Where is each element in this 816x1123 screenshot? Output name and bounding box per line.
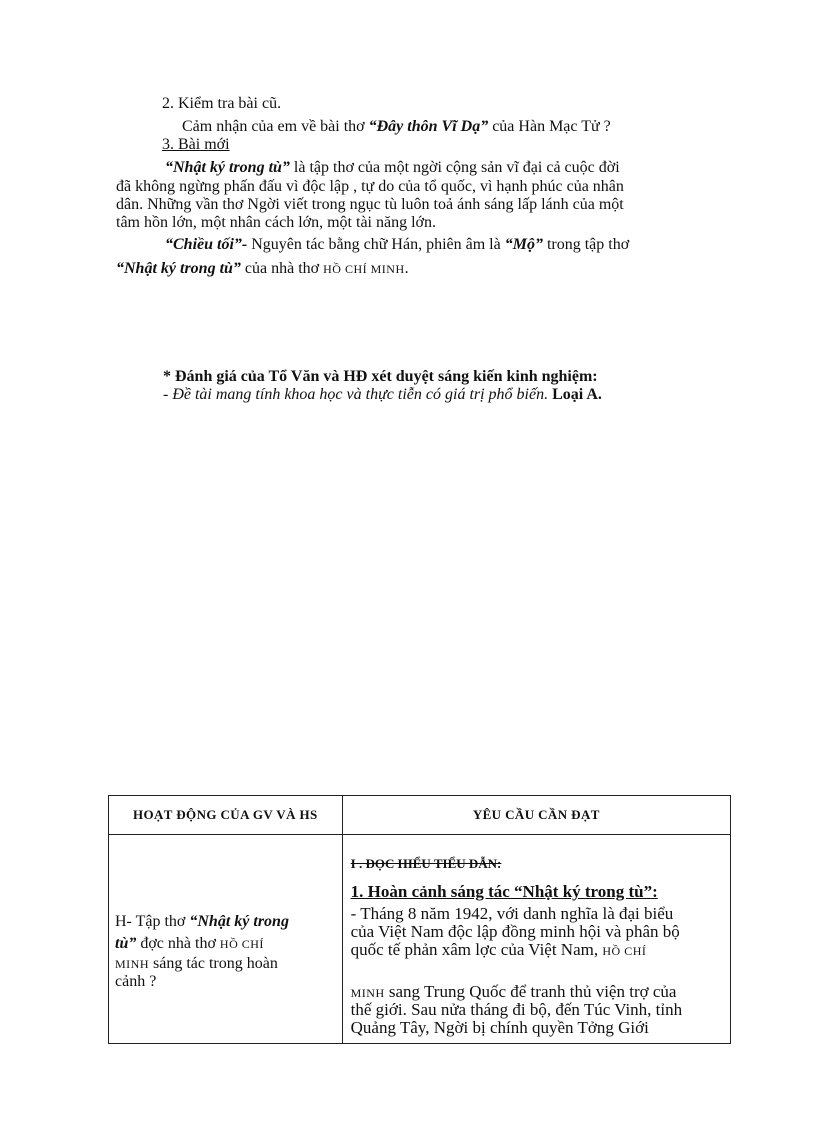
section-3-heading: 3. Bài mới bbox=[162, 136, 230, 153]
context-subsection-title: 1. Hoàn cảnh sáng tác “Nhật ký trong tù”: bbox=[350, 882, 658, 901]
context-line-1: - Tháng 8 năm 1942, với danh nghĩa là đại biểu bbox=[350, 904, 674, 923]
activity-cell bbox=[109, 835, 343, 1044]
section-2-heading: 2. Kiểm tra bài cũ. bbox=[162, 95, 282, 112]
intro-paragraph-line-2: đã không ngừng phấn đấu vì độc lập , tự do của tổ quốc, vì hạnh phúc của nhân bbox=[116, 178, 624, 195]
question-line-1: H- Tập thơ “Nhật ký trong bbox=[115, 913, 289, 930]
old-lesson-question: Cảm nhận của em về bài thơ “Đây thôn Vĩ Dạ” của Hàn Mạc Tử ? bbox=[182, 118, 611, 135]
requirement-cell bbox=[342, 835, 730, 1044]
evaluation-text: - Đề tài mang tính khoa học và thực tiễn có giá trị phổ biến. Loại A. bbox=[163, 386, 602, 403]
intro-paragraph-line-3: dân. Những vần thơ Ngời viết trong ngục tù luôn toả ánh sáng lấp lánh của một bbox=[116, 196, 624, 213]
table-header-row bbox=[109, 796, 731, 835]
question-line-2: tù” đợc nhà thơ HỒ CHÍ bbox=[115, 935, 264, 952]
table-row bbox=[109, 835, 731, 1044]
col-header-requirements: YÊU CẦU CẦN ĐẠT bbox=[342, 796, 730, 835]
intro-paragraph-line-4: tâm hồn lớn, một nhân cách lớn, một tài năng lớn. bbox=[116, 214, 436, 231]
question-line-3: MINH sáng tác trong hoàn bbox=[115, 955, 278, 972]
context-line-2: của Việt Nam độc lập đồng minh hội và phân bộ bbox=[350, 922, 680, 941]
context-line-5: thế giới. Sau nửa tháng đi bộ, đến Túc Vinh, tỉnh bbox=[350, 1000, 683, 1019]
col-header-activities: HOẠT ĐỘNG CỦA GV VÀ HS bbox=[109, 796, 343, 835]
question-line-4: cảnh ? bbox=[115, 973, 157, 990]
lesson-table bbox=[108, 795, 731, 1044]
context-line-6: Quảng Tây, Ngời bị chính quyền Tởng Giới bbox=[350, 1018, 649, 1037]
poem-intro-line-2: “Nhật ký trong tù” của nhà thơ HỒ CHÍ MINH. bbox=[116, 260, 409, 277]
context-line-3: quốc tế phản xâm lợc của Việt Nam, HỒ CHÍ bbox=[350, 940, 647, 959]
evaluation-heading: * Đánh giá của Tổ Văn và HĐ xét duyệt sáng kiến kinh nghiệm: bbox=[163, 368, 598, 385]
context-line-4: MINH sang Trung Quốc để tranh thủ viện trợ của bbox=[350, 982, 677, 1001]
reading-section-title: I . ĐỌC HIỂU TIỂU DẪN: bbox=[350, 856, 502, 871]
poem-intro-line-1: “Chiều tối”- Nguyên tác bằng chữ Hán, phiên âm là “Mộ” trong tập thơ bbox=[165, 236, 630, 253]
intro-paragraph-line-1: “Nhật ký trong tù” là tập thơ của một ngời cộng sản vĩ đại cả cuộc đời bbox=[165, 159, 620, 176]
